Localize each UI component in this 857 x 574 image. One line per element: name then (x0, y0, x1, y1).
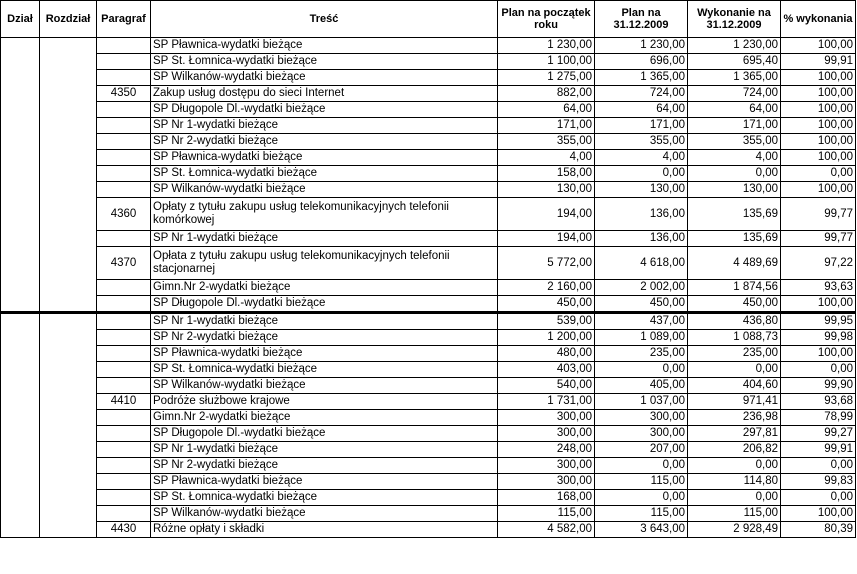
table-row (1, 134, 856, 150)
cell-paragraf (97, 474, 151, 490)
cell-tresc: Zakup usług dostępu do sieci Internet (151, 86, 498, 102)
cell-paragraf: 4410 (97, 394, 151, 410)
cell-plan-start: 194,00 (498, 198, 595, 231)
cell-plan-start: 403,00 (498, 362, 595, 378)
cell-procent: 99,83 (781, 474, 856, 490)
cell-procent: 0,00 (781, 166, 856, 182)
cell-tresc: SP Wilkanów-wydatki bieżące (151, 182, 498, 198)
cell-plan-end: 130,00 (595, 182, 688, 198)
cell-procent: 93,68 (781, 394, 856, 410)
cell-paragraf (97, 134, 151, 150)
cell-tresc: SP Wilkanów-wydatki bieżące (151, 506, 498, 522)
cell-paragraf (97, 410, 151, 426)
cell-tresc: SP Wilkanów-wydatki bieżące (151, 378, 498, 394)
cell-wykonanie: 171,00 (688, 118, 781, 134)
table-row (1, 38, 856, 54)
cell-tresc: SP St. Łomnica-wydatki bieżące (151, 362, 498, 378)
cell-plan-start: 300,00 (498, 458, 595, 474)
cell-wykonanie: 4 489,69 (688, 247, 781, 280)
table-row (1, 231, 856, 247)
cell-tresc: Podróże służbowe krajowe (151, 394, 498, 410)
cell-tresc: SP Pławnica-wydatki bieżące (151, 150, 498, 166)
cell-plan-end: 4,00 (595, 150, 688, 166)
table-row (1, 118, 856, 134)
cell-plan-start: 158,00 (498, 166, 595, 182)
cell-procent: 100,00 (781, 118, 856, 134)
table-row (1, 426, 856, 442)
cell-plan-start: 1 230,00 (498, 38, 595, 54)
cell-wykonanie: 355,00 (688, 134, 781, 150)
cell-wykonanie: 436,80 (688, 313, 781, 330)
cell-paragraf (97, 38, 151, 54)
cell-dzial (1, 313, 40, 538)
cell-plan-end: 1 037,00 (595, 394, 688, 410)
cell-plan-end: 4 618,00 (595, 247, 688, 280)
cell-wykonanie: 135,69 (688, 198, 781, 231)
cell-plan-start: 2 160,00 (498, 280, 595, 296)
cell-procent: 0,00 (781, 362, 856, 378)
cell-plan-start: 130,00 (498, 182, 595, 198)
table-row (1, 394, 856, 410)
header-paragraf: Paragraf (97, 1, 151, 38)
cell-wykonanie: 2 928,49 (688, 522, 781, 538)
cell-wykonanie: 0,00 (688, 490, 781, 506)
cell-plan-start: 171,00 (498, 118, 595, 134)
cell-procent: 99,77 (781, 198, 856, 231)
cell-paragraf (97, 150, 151, 166)
cell-plan-start: 64,00 (498, 102, 595, 118)
cell-procent: 99,91 (781, 54, 856, 70)
cell-tresc: Gimn.Nr 2-wydatki bieżące (151, 280, 498, 296)
cell-plan-end: 0,00 (595, 490, 688, 506)
cell-tresc: SP Nr 2-wydatki bieżące (151, 330, 498, 346)
cell-tresc: SP Nr 1-wydatki bieżące (151, 231, 498, 247)
table-row (1, 362, 856, 378)
cell-plan-start: 355,00 (498, 134, 595, 150)
cell-plan-start: 300,00 (498, 474, 595, 490)
cell-plan-start: 300,00 (498, 410, 595, 426)
table-row (1, 490, 856, 506)
cell-procent: 100,00 (781, 296, 856, 313)
cell-tresc: SP St. Łomnica-wydatki bieżące (151, 166, 498, 182)
cell-plan-start: 168,00 (498, 490, 595, 506)
cell-tresc: SP Długopole Dl.-wydatki bieżące (151, 102, 498, 118)
cell-procent: 99,27 (781, 426, 856, 442)
cell-plan-end: 0,00 (595, 458, 688, 474)
cell-plan-end: 1 230,00 (595, 38, 688, 54)
cell-procent: 78,99 (781, 410, 856, 426)
cell-plan-end: 136,00 (595, 231, 688, 247)
table-row (1, 54, 856, 70)
cell-wykonanie: 1 088,73 (688, 330, 781, 346)
cell-procent: 0,00 (781, 490, 856, 506)
cell-wykonanie: 130,00 (688, 182, 781, 198)
table-row (1, 86, 856, 102)
table-row (1, 378, 856, 394)
cell-plan-end: 0,00 (595, 166, 688, 182)
cell-wykonanie: 695,40 (688, 54, 781, 70)
cell-paragraf (97, 378, 151, 394)
cell-wykonanie: 404,60 (688, 378, 781, 394)
cell-tresc: SP Nr 1-wydatki bieżące (151, 442, 498, 458)
cell-paragraf (97, 362, 151, 378)
cell-procent: 100,00 (781, 150, 856, 166)
table-row (1, 296, 856, 313)
cell-wykonanie: 0,00 (688, 166, 781, 182)
cell-wykonanie: 450,00 (688, 296, 781, 313)
cell-paragraf (97, 70, 151, 86)
table-row (1, 458, 856, 474)
cell-paragraf (97, 426, 151, 442)
cell-tresc: SP St. Łomnica-wydatki bieżące (151, 54, 498, 70)
cell-paragraf (97, 118, 151, 134)
cell-plan-end: 405,00 (595, 378, 688, 394)
header-procent: % wykonania (781, 1, 856, 38)
cell-plan-start: 882,00 (498, 86, 595, 102)
cell-plan-end: 724,00 (595, 86, 688, 102)
cell-plan-start: 539,00 (498, 313, 595, 330)
cell-plan-start: 194,00 (498, 231, 595, 247)
cell-plan-end: 450,00 (595, 296, 688, 313)
cell-plan-start: 4 582,00 (498, 522, 595, 538)
cell-tresc: SP Nr 2-wydatki bieżące (151, 458, 498, 474)
table-row (1, 198, 856, 231)
table-row (1, 182, 856, 198)
table-row (1, 410, 856, 426)
cell-dzial (1, 38, 40, 313)
cell-tresc: SP St. Łomnica-wydatki bieżące (151, 490, 498, 506)
cell-paragraf (97, 313, 151, 330)
cell-procent: 0,00 (781, 458, 856, 474)
cell-paragraf: 4370 (97, 247, 151, 280)
cell-paragraf: 4360 (97, 198, 151, 231)
cell-rozdzial (40, 313, 97, 538)
cell-tresc: Opłata z tytułu zakupu usług telekomunikacyjnych telefonii stacjonarnej (151, 247, 498, 280)
cell-tresc: SP Pławnica-wydatki bieżące (151, 346, 498, 362)
cell-procent: 100,00 (781, 506, 856, 522)
cell-plan-start: 1 100,00 (498, 54, 595, 70)
cell-plan-start: 248,00 (498, 442, 595, 458)
cell-paragraf: 4430 (97, 522, 151, 538)
cell-plan-start: 4,00 (498, 150, 595, 166)
cell-plan-start: 5 772,00 (498, 247, 595, 280)
cell-paragraf (97, 102, 151, 118)
cell-wykonanie: 115,00 (688, 506, 781, 522)
cell-plan-end: 1 089,00 (595, 330, 688, 346)
cell-tresc: SP Długopole Dl.-wydatki bieżące (151, 426, 498, 442)
cell-plan-end: 2 002,00 (595, 280, 688, 296)
table-row (1, 150, 856, 166)
cell-procent: 99,95 (781, 313, 856, 330)
cell-paragraf (97, 346, 151, 362)
cell-tresc: SP Pławnica-wydatki bieżące (151, 474, 498, 490)
header-tresc: Treść (151, 1, 498, 38)
cell-wykonanie: 297,81 (688, 426, 781, 442)
cell-plan-end: 235,00 (595, 346, 688, 362)
cell-tresc: SP Nr 1-wydatki bieżące (151, 313, 498, 330)
cell-plan-end: 115,00 (595, 506, 688, 522)
cell-plan-start: 1 731,00 (498, 394, 595, 410)
cell-plan-end: 696,00 (595, 54, 688, 70)
cell-plan-end: 0,00 (595, 362, 688, 378)
table-row (1, 247, 856, 280)
cell-wykonanie: 135,69 (688, 231, 781, 247)
cell-tresc: SP Długopole Dl.-wydatki bieżące (151, 296, 498, 313)
cell-wykonanie: 1 230,00 (688, 38, 781, 54)
cell-plan-end: 171,00 (595, 118, 688, 134)
table-row (1, 70, 856, 86)
cell-tresc: Różne opłaty i składki (151, 522, 498, 538)
cell-procent: 100,00 (781, 86, 856, 102)
cell-plan-end: 3 643,00 (595, 522, 688, 538)
cell-procent: 100,00 (781, 134, 856, 150)
header-plan-end: Plan na 31.12.2009 (595, 1, 688, 38)
cell-tresc: Gimn.Nr 2-wydatki bieżące (151, 410, 498, 426)
cell-procent: 99,91 (781, 442, 856, 458)
table-row (1, 102, 856, 118)
cell-wykonanie: 0,00 (688, 458, 781, 474)
cell-paragraf (97, 182, 151, 198)
header-row (1, 1, 856, 38)
cell-paragraf (97, 442, 151, 458)
cell-wykonanie: 4,00 (688, 150, 781, 166)
cell-tresc: SP Nr 2-wydatki bieżące (151, 134, 498, 150)
table-row (1, 166, 856, 182)
header-wykonanie: Wykonanie na 31.12.2009 (688, 1, 781, 38)
cell-paragraf (97, 458, 151, 474)
cell-paragraf (97, 330, 151, 346)
cell-tresc: SP Wilkanów-wydatki bieżące (151, 70, 498, 86)
cell-plan-end: 64,00 (595, 102, 688, 118)
cell-paragraf (97, 296, 151, 313)
cell-plan-end: 300,00 (595, 410, 688, 426)
cell-procent: 80,39 (781, 522, 856, 538)
cell-rozdzial (40, 38, 97, 313)
cell-tresc: SP Pławnica-wydatki bieżące (151, 38, 498, 54)
cell-procent: 99,90 (781, 378, 856, 394)
cell-plan-start: 480,00 (498, 346, 595, 362)
cell-paragraf (97, 490, 151, 506)
cell-paragraf (97, 54, 151, 70)
cell-wykonanie: 724,00 (688, 86, 781, 102)
cell-plan-end: 1 365,00 (595, 70, 688, 86)
cell-plan-start: 450,00 (498, 296, 595, 313)
cell-tresc: Opłaty z tytułu zakupu usług telekomunikacyjnych telefonii komórkowej (151, 198, 498, 231)
cell-plan-end: 355,00 (595, 134, 688, 150)
cell-plan-start: 115,00 (498, 506, 595, 522)
cell-procent: 100,00 (781, 38, 856, 54)
table-row (1, 474, 856, 490)
cell-wykonanie: 0,00 (688, 362, 781, 378)
cell-wykonanie: 236,98 (688, 410, 781, 426)
cell-paragraf: 4350 (97, 86, 151, 102)
cell-plan-start: 1 275,00 (498, 70, 595, 86)
cell-plan-end: 136,00 (595, 198, 688, 231)
cell-paragraf (97, 166, 151, 182)
header-plan-start: Plan na początek roku (498, 1, 595, 38)
cell-wykonanie: 971,41 (688, 394, 781, 410)
cell-wykonanie: 114,80 (688, 474, 781, 490)
cell-procent: 100,00 (781, 182, 856, 198)
cell-plan-end: 115,00 (595, 474, 688, 490)
cell-plan-end: 207,00 (595, 442, 688, 458)
cell-plan-start: 1 200,00 (498, 330, 595, 346)
cell-procent: 99,77 (781, 231, 856, 247)
cell-paragraf (97, 280, 151, 296)
cell-wykonanie: 1 874,56 (688, 280, 781, 296)
cell-paragraf (97, 506, 151, 522)
cell-paragraf (97, 231, 151, 247)
header-rozdzial: Rozdział (40, 1, 97, 38)
cell-plan-end: 437,00 (595, 313, 688, 330)
table-row (1, 442, 856, 458)
cell-procent: 100,00 (781, 346, 856, 362)
table-row (1, 330, 856, 346)
cell-procent: 100,00 (781, 102, 856, 118)
cell-wykonanie: 235,00 (688, 346, 781, 362)
cell-tresc: SP Nr 1-wydatki bieżące (151, 118, 498, 134)
cell-wykonanie: 1 365,00 (688, 70, 781, 86)
cell-procent: 97,22 (781, 247, 856, 280)
cell-procent: 100,00 (781, 70, 856, 86)
cell-procent: 99,98 (781, 330, 856, 346)
cell-plan-start: 540,00 (498, 378, 595, 394)
header-dzial: Dział (1, 1, 40, 38)
cell-procent: 93,63 (781, 280, 856, 296)
table-row (1, 346, 856, 362)
cell-wykonanie: 206,82 (688, 442, 781, 458)
cell-plan-end: 300,00 (595, 426, 688, 442)
table-row (1, 506, 856, 522)
table-row (1, 522, 856, 538)
table-row (1, 280, 856, 296)
cell-wykonanie: 64,00 (688, 102, 781, 118)
table-body (1, 38, 856, 538)
table-row (1, 313, 856, 330)
cell-plan-start: 300,00 (498, 426, 595, 442)
